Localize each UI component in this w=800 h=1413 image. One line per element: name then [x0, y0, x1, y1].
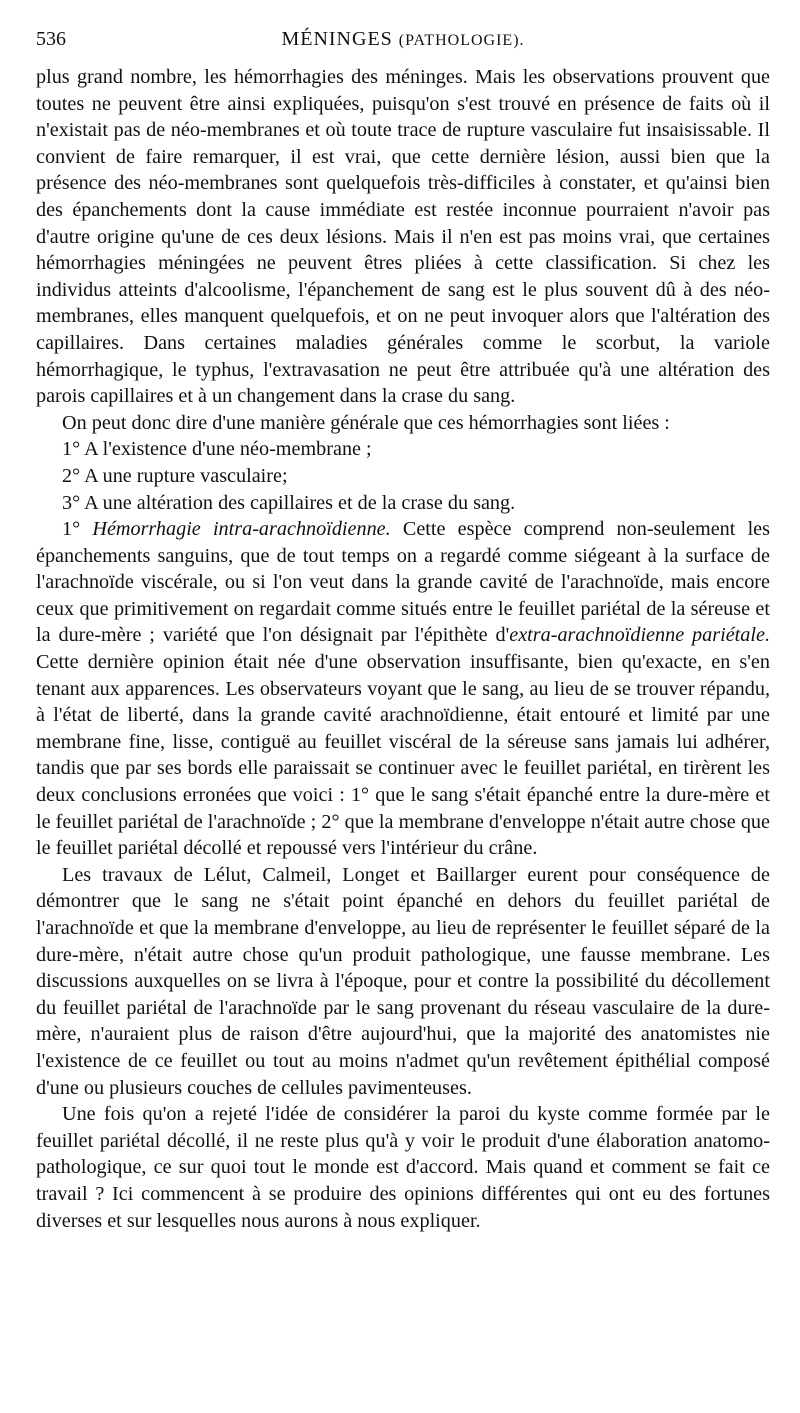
section-text-after: Cette dernière opinion était née d'une observation insuffisante, bien qu'exacte, en s'en tenant aux apparences. Les observateurs voyant que le sang, au lieu de se trouver répandu, à l'état de liberté, dans la grande cavité arachnoïdienne, était entouré et limité par une membrane fine, lisse, contiguë au feuillet viscéral de la séreuse sans jamais lui adhérer, tandis que par ses bords elle paraissait se continuer avec le feuillet pariétal, en tirèrent les deux conclusions erronées que voici : 1° que le sang s'était épanché entre la dure-mère et le feuillet pariétal de l'arachnoïde ; 2° que la membrane d'enveloppe n'était autre chose que le feuillet pariétal décollé et repoussé vers l'intérieur du crâne. — [36, 651, 770, 860]
page-number: 536 — [36, 28, 66, 50]
running-title-main: MÉNINGES — [281, 28, 393, 50]
running-title — [96, 28, 710, 51]
list-item: 1° A l'existence d'une néo-membrane ; — [62, 438, 372, 461]
list-item: 3° A une altération des capillaires et de la crase du sang. — [62, 491, 516, 514]
section-heading: Hémorrhagie intra-arachnoïdienne. — [92, 518, 391, 541]
enumerated-list — [36, 436, 770, 516]
paragraph-travaux: Les travaux de Lélut, Calmeil, Longet et Baillarger eurent pour conséquence de démontrer que le sang ne s'était point épanché en dehors du feuillet pariétal de l'arachnoïde et que la membrane d'enveloppe, au lieu de représenter le feuillet séparé de la dure-mère, n'était autre chose qu'un produit pathologique, une fausse membrane. Les discussions auxquelles on se livra à l'époque, pour et contre la possibilité du décollement du feuillet pariétal de l'arachnoïde par le sang provenant du réseau vasculaire de la dure-mère, n'auraient plus de raison d'être aujourd'hui, que la majorité des anatomistes nie l'existence de ce feuillet ou tout au moins n'admet qu'un revêtement épithélial composé d'une ou plusieurs couches de cellules pavimenteuses. — [36, 863, 770, 1099]
paragraph-continuation: plus grand nombre, les hémorrhagies des méninges. Mais les observations prouvent que toutes ne peuvent être ainsi expliquées, puisqu'on s'est trouvé en présence de faits où il n'existait pas de néo-membranes et où toute trace de rupture vasculaire fut insaisissable. Il convient de faire remarquer, il est vrai, que cette dernière lésion, aussi bien que la présence des néo-membranes sont quelquefois très-difficiles à constater, et qu'ainsi bien des épanchements dont la cause immédiate est restée inconnue pourraient n'avoir pas d'autre origine qu'une de ces deux lésions. Mais il n'en est pas moins vrai, que certaines hémorrhagies méningées ne peuvent êtres pliées à cette classification. Si chez les individus atteints d'alcoolisme, l'épanchement de sang est le plus souvent dû à des néo-membranes, elles manquent quelquefois, et on ne peut invoquer alors que l'altération des capillaires. Dans certaines maladies générales comme le scorbut, la variole hémorrhagique, le typhus, l'extravasation ne peut être attribuée qu'à une altération des parois capillaires et à un changement dans la crase du sang. — [36, 66, 770, 408]
section-text-before: Cette espèce comprend non-seulement les épanchements sanguins, que de tout temps on a regardé comme siégeant à la surface de l'arachnoïde viscérale, ou si l'on veut dans la grande cavité de l'arachnoïde, mais encore ceux que primitivement on regardait comme situés entre le feuillet pariétal de la séreuse et la dure-mère ; variété que l'on désignait par l'épithète d' — [36, 518, 770, 647]
body-text — [36, 64, 770, 1234]
italic-term: extra-arachnoïdienne pariétale. — [509, 624, 770, 647]
running-title-sub: (PATHOLOGIE). — [398, 32, 525, 49]
section-number: 1° — [62, 518, 81, 541]
section-paragraph — [36, 516, 770, 862]
paragraph-intro-list: On peut donc dire d'une manière générale que ces hémorrhagies sont liées : — [62, 411, 670, 434]
page-header — [36, 28, 770, 64]
document-page — [36, 28, 770, 1234]
list-item: 2° A une rupture vasculaire; — [62, 464, 288, 487]
paragraph-conclusion: Une fois qu'on a rejeté l'idée de considérer la paroi du kyste comme formée par le feuillet pariétal décollé, il ne reste plus qu'à y voir le produit d'une élaboration anatomo-pathologique, ce sur quoi tout le monde est d'accord. Mais quand et comment se fait ce travail ? Ici commencent à se produire des opinions différentes qui ont eu des fortunes diverses et sur lesquelles nous aurons à nous expliquer. — [36, 1103, 770, 1232]
